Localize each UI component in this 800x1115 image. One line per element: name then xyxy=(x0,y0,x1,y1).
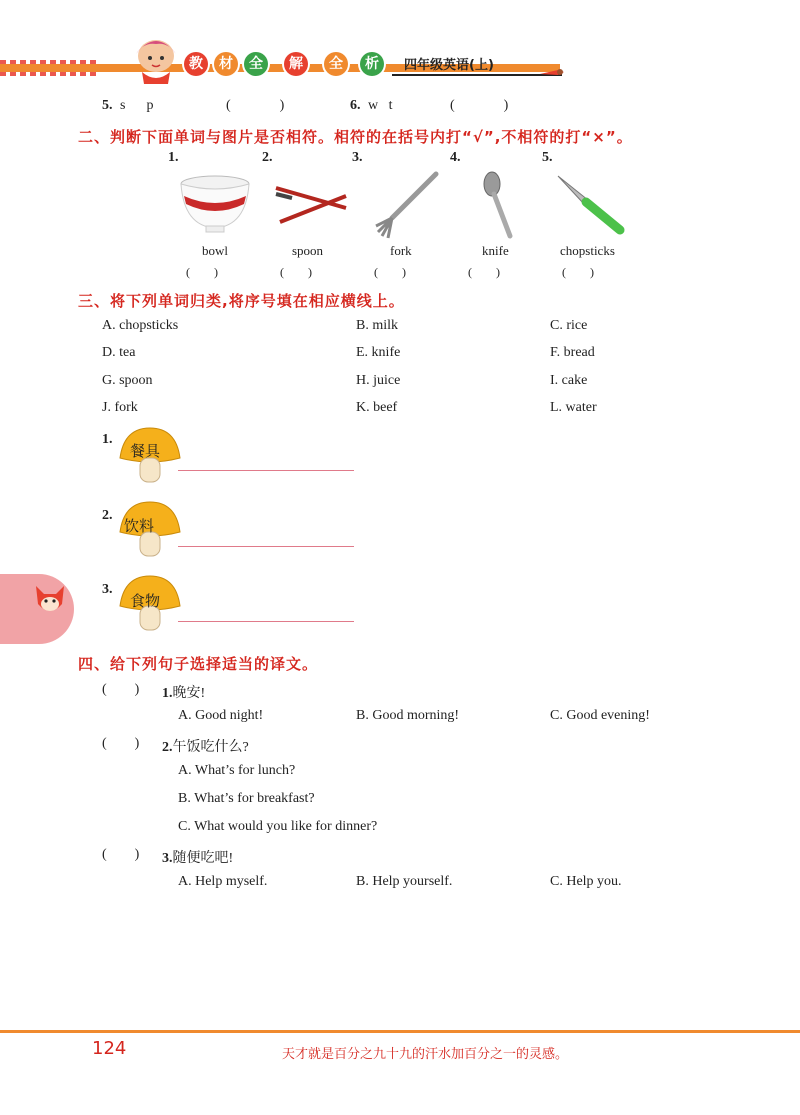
category-label: 食物 xyxy=(130,592,161,610)
word-option: A. chopsticks xyxy=(102,318,179,333)
word-option: K. beef xyxy=(356,400,398,415)
answer-paren[interactable]: ( ) xyxy=(226,98,285,113)
answer-line[interactable] xyxy=(178,546,354,547)
cartoon-girl-mascot xyxy=(128,34,184,84)
question-text: 午饭吃什么? xyxy=(172,740,249,755)
question-number: 5. xyxy=(102,98,113,113)
question-1 xyxy=(162,682,205,702)
answer-paren[interactable]: ( ) xyxy=(186,265,218,279)
header-underline xyxy=(392,74,562,76)
section-4-title: 四、给下列句子选择适当的译文。 xyxy=(78,655,319,673)
answer-line[interactable] xyxy=(178,470,354,471)
answer-option: C. Good evening! xyxy=(550,708,650,723)
section-3-title: 三、将下列单词归类,将序号填在相应横线上。 xyxy=(78,292,405,310)
category-number: 1. xyxy=(102,432,113,447)
question-3 xyxy=(162,847,233,867)
bowl-image xyxy=(176,170,254,242)
spoon-image xyxy=(458,170,536,242)
letters: s p xyxy=(120,98,154,113)
answer-line[interactable] xyxy=(178,621,354,622)
header-title-char: 材 xyxy=(214,52,238,76)
answer-option: C. Help you. xyxy=(550,874,622,889)
question-number: 6. xyxy=(350,98,361,113)
category-number: 3. xyxy=(102,582,113,597)
answer-paren[interactable]: ( ) xyxy=(374,265,406,279)
word-option: C. rice xyxy=(550,318,588,333)
answer-paren[interactable]: ( ) xyxy=(102,682,140,697)
item-number: 1. xyxy=(168,150,179,165)
word-option: H. juice xyxy=(356,373,401,388)
answer-option: C. What would you like for dinner? xyxy=(178,819,378,834)
word-option: B. milk xyxy=(356,318,399,333)
pencil-icon xyxy=(540,64,564,83)
header-title-char: 解 xyxy=(284,52,308,76)
chopsticks-image xyxy=(272,170,350,242)
category-label: 餐具 xyxy=(130,442,161,460)
fork-image xyxy=(366,170,444,242)
answer-paren[interactable]: ( ) xyxy=(102,847,140,862)
answer-option: B. What’s for breakfast? xyxy=(178,791,315,806)
image-label: chopsticks xyxy=(560,243,615,258)
word-option: L. water xyxy=(550,400,597,415)
answer-paren[interactable]: ( ) xyxy=(468,265,500,279)
answer-option: A. Good night! xyxy=(178,708,264,723)
fox-mascot-icon xyxy=(30,580,70,624)
answer-option: A. Help myself. xyxy=(178,874,268,889)
word-option: J. fork xyxy=(102,400,138,415)
question-5 xyxy=(102,98,153,114)
answer-paren[interactable]: ( ) xyxy=(280,265,312,279)
answer-option: B. Good morning! xyxy=(356,708,460,723)
image-label: bowl xyxy=(202,243,228,258)
header-title-char: 析 xyxy=(360,52,384,76)
knife-image xyxy=(554,170,632,242)
header-title-char: 教 xyxy=(184,52,208,76)
image-label: knife xyxy=(482,243,509,258)
word-option: D. tea xyxy=(102,345,136,360)
subject-label: 四年级英语(上) xyxy=(404,58,494,73)
letters: w t xyxy=(368,98,393,113)
question-2 xyxy=(162,736,249,756)
answer-paren[interactable]: ( ) xyxy=(562,265,594,279)
question-number: 2. xyxy=(162,740,173,755)
question-text: 晚安! xyxy=(172,686,206,701)
answer-paren[interactable]: ( ) xyxy=(102,736,140,751)
question-number: 1. xyxy=(162,686,173,701)
word-option: F. bread xyxy=(550,345,595,360)
image-label: spoon xyxy=(292,243,324,258)
item-number: 3. xyxy=(352,150,363,165)
answer-option: A. What’s for lunch? xyxy=(178,763,296,778)
category-number: 2. xyxy=(102,508,113,523)
item-number: 2. xyxy=(262,150,273,165)
question-6 xyxy=(350,98,393,114)
question-text: 随便吃吧! xyxy=(172,851,234,866)
footer-quote: 天才就是百分之九十九的汗水加百分之一的灵感。 xyxy=(282,1047,569,1062)
page-number: 124 xyxy=(92,1038,127,1059)
word-option: G. spoon xyxy=(102,373,153,388)
header-title-char: 全 xyxy=(324,52,348,76)
section-2-title: 二、判断下面单词与图片是否相符。相符的在括号内打“√”,不相符的打“×”。 xyxy=(78,128,633,146)
question-number: 3. xyxy=(162,851,173,866)
category-label: 饮料 xyxy=(124,517,155,535)
header-title-char: 全 xyxy=(244,52,268,76)
image-label: fork xyxy=(390,243,412,258)
word-option: E. knife xyxy=(356,345,401,360)
item-number: 4. xyxy=(450,150,461,165)
answer-option: B. Help yourself. xyxy=(356,874,453,889)
footer-line xyxy=(0,1030,800,1033)
answer-paren[interactable]: ( ) xyxy=(450,98,509,113)
item-number: 5. xyxy=(542,150,553,165)
word-option: I. cake xyxy=(550,373,588,388)
